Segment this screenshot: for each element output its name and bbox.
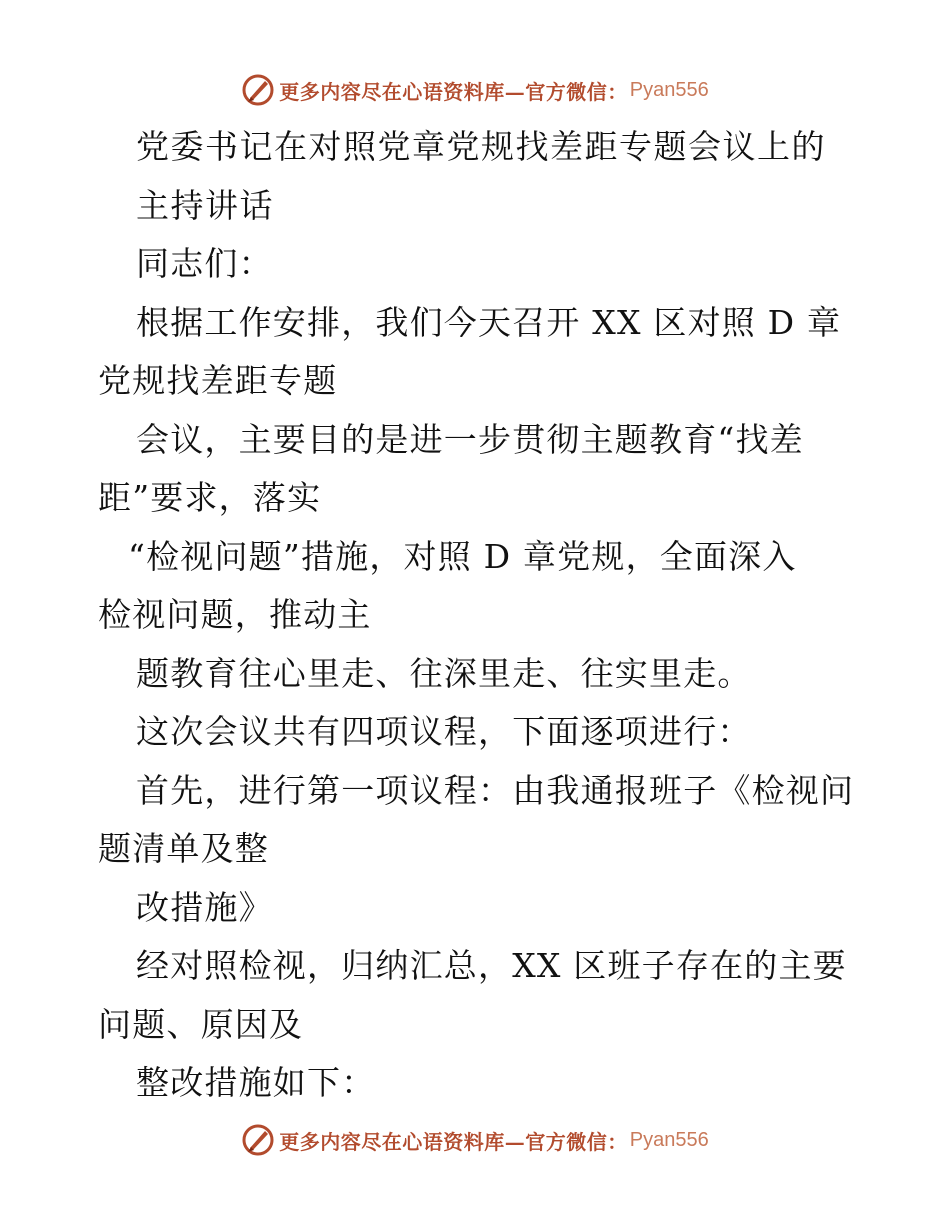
footer-banner <box>0 1120 950 1160</box>
document-title-line-1: 党委书记在对照党章党规找差距专题会议上的 <box>136 127 826 166</box>
salutation: 同志们： <box>136 244 273 283</box>
footer-banner-id: Pyan556 <box>629 1128 709 1151</box>
quill-pen-logo-icon <box>241 1123 275 1157</box>
paragraph-line: “检视问题”措施，对照 D 章党规，全面深入 <box>128 536 797 576</box>
paragraph-line: 问题、原因及 <box>98 1004 304 1044</box>
header-banner <box>0 70 950 110</box>
paragraph-line: 改措施》 <box>136 887 273 927</box>
paragraph-line: 首先，进行第一项议程：由我通报班子《检视问 <box>136 770 855 810</box>
paragraph-line: 经对照检视，归纳汇总，XX 区班子存在的主要 <box>136 946 847 985</box>
paragraph-line: 会议，主要目的是进一步贯彻主题教育“找差 <box>136 419 804 459</box>
paragraph-line: 题清单及整 <box>98 829 269 868</box>
paragraph-line: 整改措施如下： <box>136 1063 376 1102</box>
quill-pen-logo-icon <box>241 73 275 107</box>
document-title-line-2: 主持讲话 <box>136 185 274 225</box>
paragraph-line: 距”要求，落实 <box>98 478 322 517</box>
paragraph-line: 题教育往心里走、往深里走、往实里走。 <box>136 653 752 693</box>
paragraph-line: 这次会议共有四项议程，下面逐项进行： <box>136 712 752 751</box>
paragraph-line: 根据工作安排，我们今天召开 XX 区对照 D 章 <box>136 302 842 342</box>
header-banner-id: Pyan556 <box>629 78 709 101</box>
header-banner-text: 更多内容尽在心语资料库—官方微信： <box>279 79 628 104</box>
footer-banner-text: 更多内容尽在心语资料库—官方微信： <box>279 1129 628 1154</box>
paragraph-line: 党规找差距专题 <box>98 361 338 400</box>
paragraph-line: 检视问题，推动主 <box>98 595 372 634</box>
document-body <box>98 118 858 1113</box>
